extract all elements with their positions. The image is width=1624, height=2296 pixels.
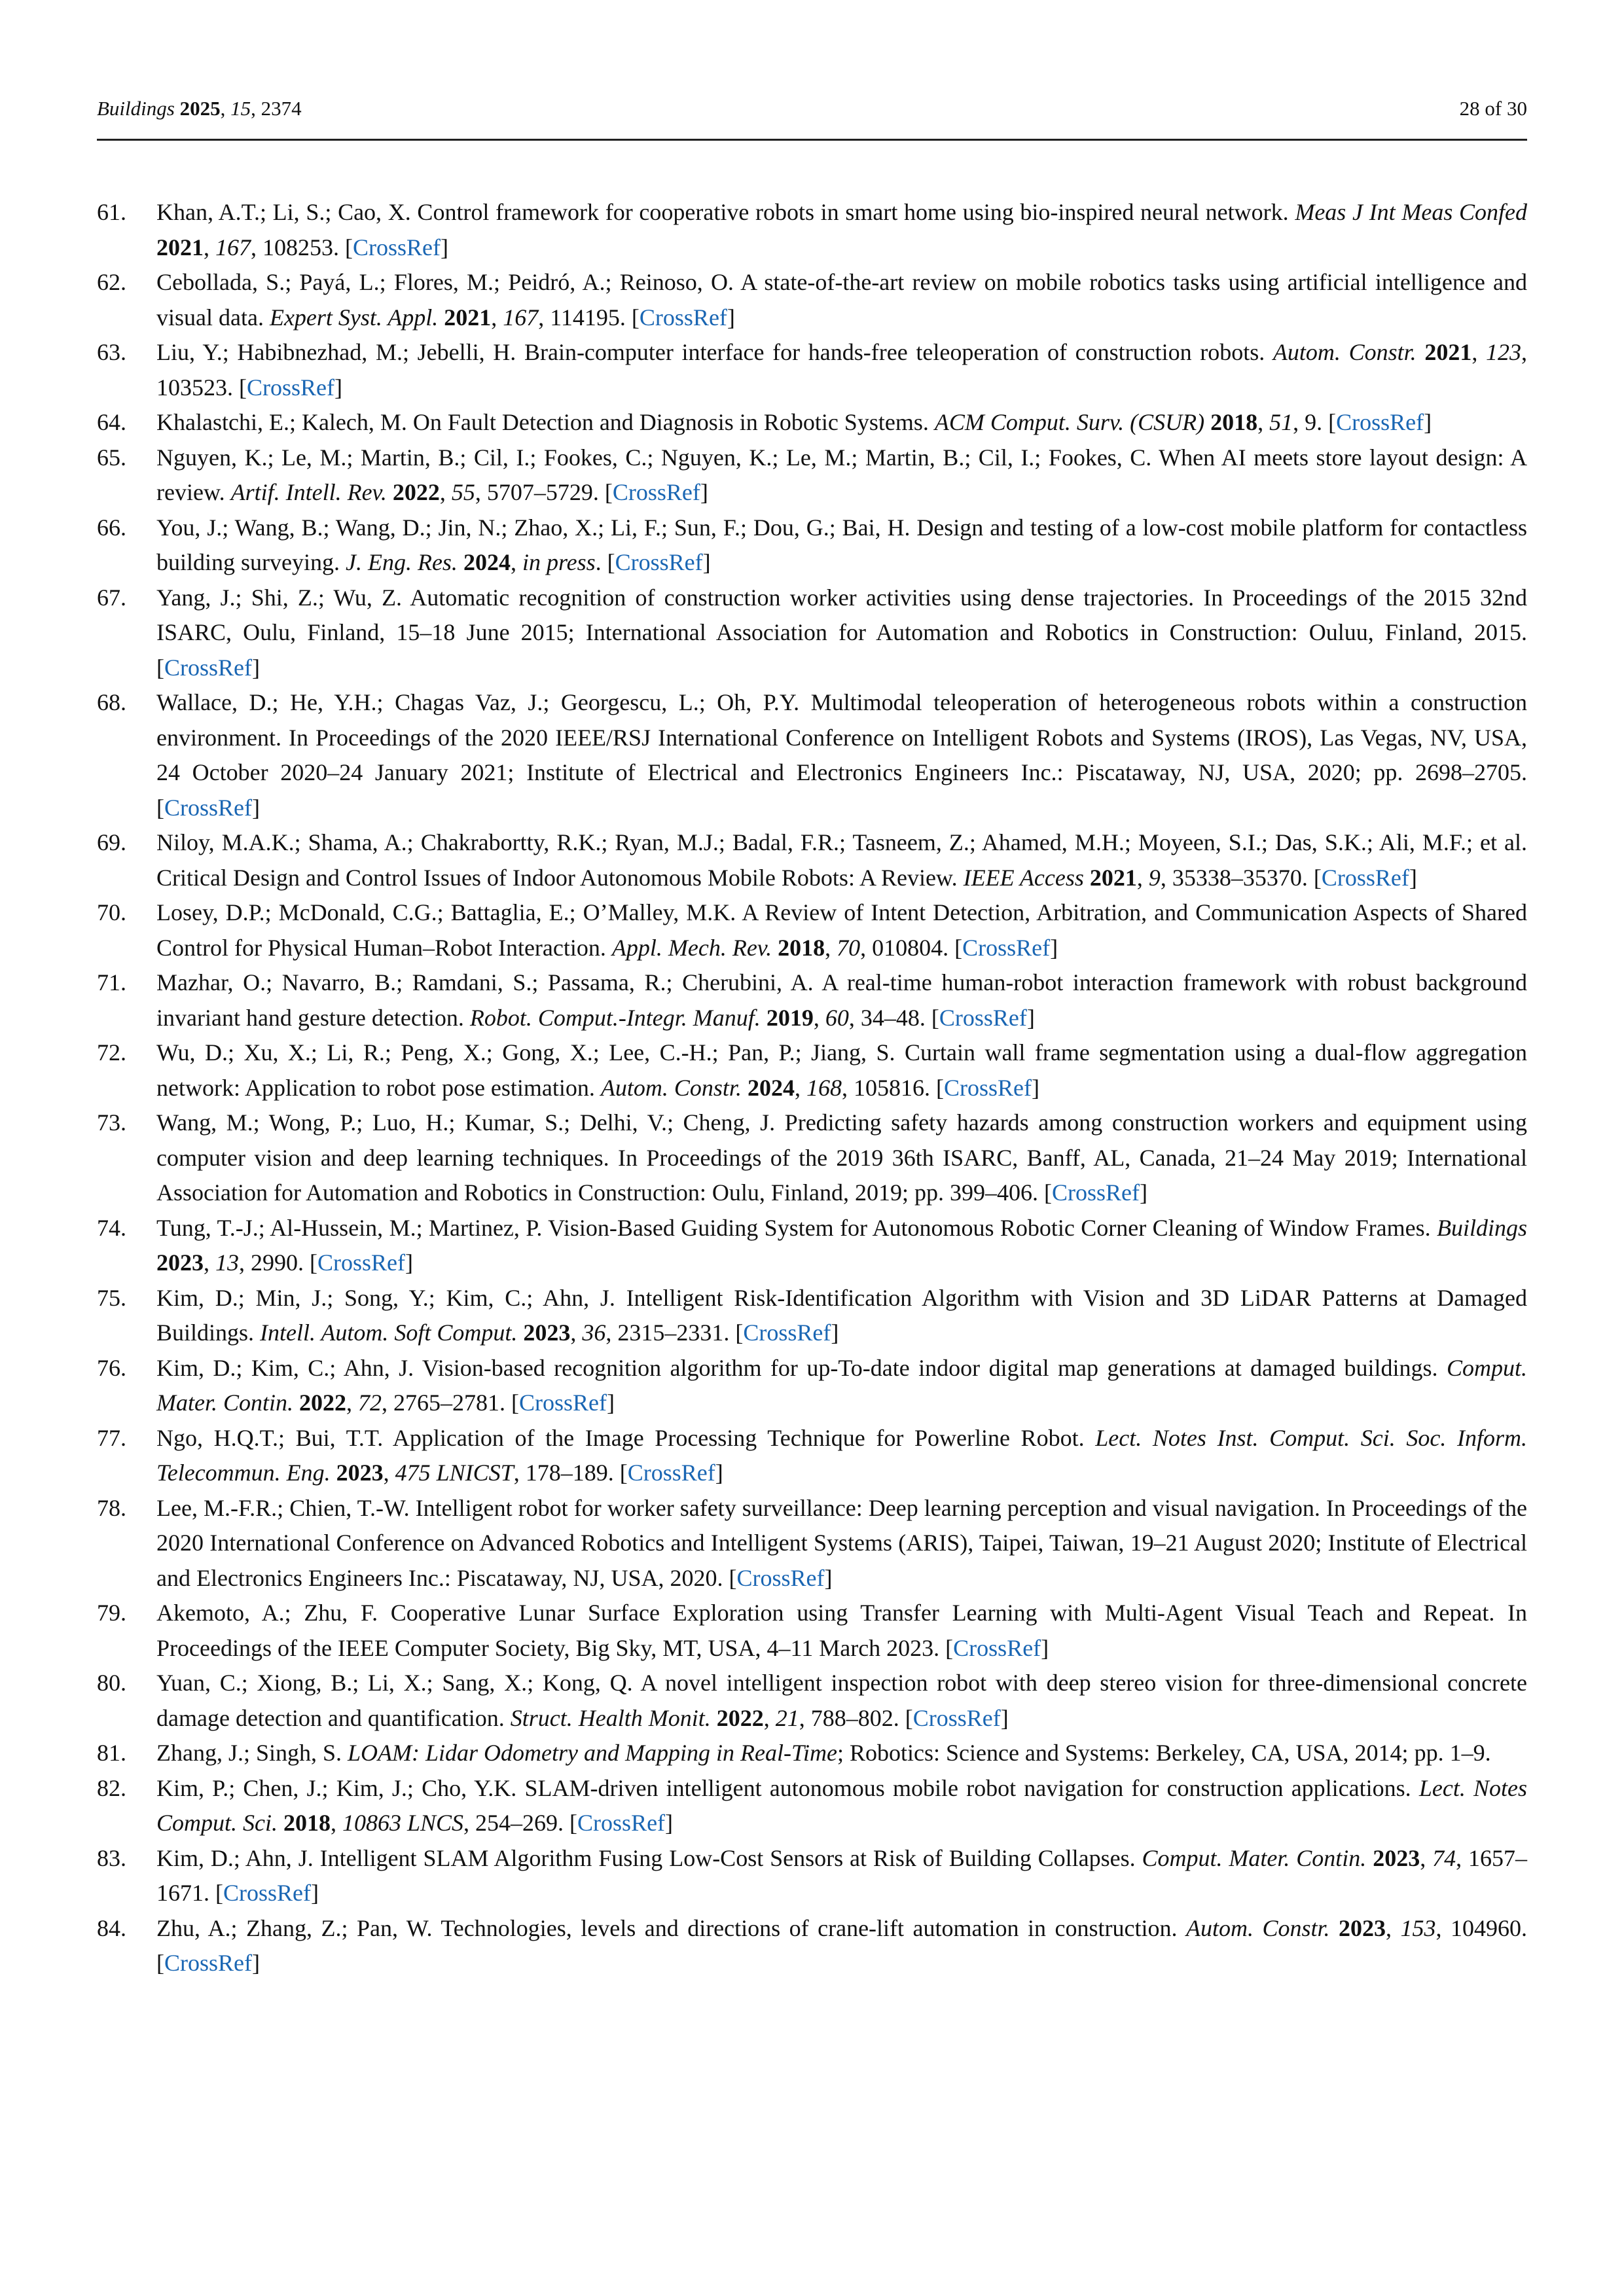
reference-italic: Appl. Mech. Rev. xyxy=(611,934,772,961)
reference-italic: Meas J Int Meas Confed xyxy=(1295,199,1528,225)
reference-number: 69. xyxy=(97,829,126,855)
reference-item xyxy=(97,1596,1527,1666)
crossref-link[interactable]: CrossRef xyxy=(736,1564,825,1591)
crossref-link[interactable]: CrossRef xyxy=(577,1810,666,1836)
reference-italic: 55 xyxy=(451,479,475,505)
reference-segment: ] xyxy=(702,549,711,575)
reference-text xyxy=(156,1215,1527,1276)
reference-item xyxy=(97,335,1527,405)
reference-segment: Losey, D.P.; McDonald, C.G.; Battaglia, E.; O’Malley, M.K. A Review of Intent Detection, Arbitration, and Communication Aspects of Shared Control for Physical Human–Robot Interaction. xyxy=(156,899,1527,961)
reference-text xyxy=(156,269,1527,331)
reference-number: 72. xyxy=(97,1039,126,1066)
reference-segment xyxy=(331,1460,336,1486)
reference-italic: Lect. Notes Comput. Sci. xyxy=(156,1774,1528,1836)
crossref-link[interactable]: CrossRef xyxy=(223,1880,311,1906)
crossref-link[interactable]: CrossRef xyxy=(164,794,252,821)
reference-italic: 21 xyxy=(775,1704,799,1731)
reference-segment: ] xyxy=(1041,1634,1049,1661)
reference-text xyxy=(156,1775,1527,1837)
reference-segment: , 788–802. [ xyxy=(799,1704,913,1731)
reference-text xyxy=(156,969,1527,1031)
reference-segment: ] xyxy=(252,654,260,681)
reference-segment: , xyxy=(813,1004,825,1031)
reference-segment: ] xyxy=(824,1564,833,1591)
reference-year: 2023 xyxy=(1339,1914,1386,1941)
crossref-link[interactable]: CrossRef xyxy=(1321,864,1409,891)
reference-year: 2023 xyxy=(336,1460,384,1486)
reference-item xyxy=(97,1035,1527,1105)
crossref-link[interactable]: CrossRef xyxy=(943,1074,1032,1101)
reference-year: 2021 xyxy=(156,234,204,260)
reference-segment: , 104960. [ xyxy=(156,1914,1527,1976)
reference-number: 67. xyxy=(97,584,126,611)
reference-segment: Zhu, A.; Zhang, Z.; Pan, W. Technologies, levels and directions of crane-lift automation in construction. xyxy=(156,1914,1186,1941)
reference-segment: ] xyxy=(405,1249,413,1276)
reference-segment xyxy=(517,1319,523,1346)
reference-segment: ] xyxy=(334,374,342,401)
reference-segment: , 105816. [ xyxy=(841,1074,944,1101)
reference-segment: You, J.; Wang, B.; Wang, D.; Jin, N.; Zhao, X.; Li, F.; Sun, F.; Dou, G.; Bai, H. Design and testing of a low-cost mobile platform for contactless building surveying. xyxy=(156,514,1527,575)
reference-italic: Lect. Notes Inst. Comput. Sci. Soc. Inform. Telecommun. Eng. xyxy=(156,1424,1527,1486)
reference-italic: 70 xyxy=(837,934,861,961)
reference-segment: , xyxy=(510,549,522,575)
reference-segment: , xyxy=(1136,864,1149,891)
reference-item xyxy=(97,825,1527,895)
reference-segment: Zhang, J.; Singh, S. xyxy=(156,1740,348,1766)
reference-segment: , xyxy=(570,1319,583,1346)
reference-number: 78. xyxy=(97,1494,126,1521)
reference-number: 70. xyxy=(97,899,126,925)
reference-segment: , xyxy=(1386,1914,1401,1941)
reference-segment: Ngo, H.Q.T.; Bui, T.T. Application of the Image Processing Technique for Powerline Robot. xyxy=(156,1424,1096,1451)
reference-segment xyxy=(458,549,463,575)
reference-segment: Kim, D.; Kim, C.; Ahn, J. Vision-based recognition algorithm for up-To-date indoor digital map generations at damaged buildings. xyxy=(156,1354,1447,1381)
reference-italic: 123 xyxy=(1486,339,1522,365)
reference-segment: , 5707–5729. [ xyxy=(475,479,613,505)
reference-segment: ] xyxy=(252,794,260,821)
reference-italic: J. Eng. Res. xyxy=(345,549,458,575)
crossref-link[interactable]: CrossRef xyxy=(353,234,441,260)
crossref-link[interactable]: CrossRef xyxy=(247,374,334,401)
reference-segment: Yuan, C.; Xiong, B.; Li, X.; Sang, X.; Kong, Q. A novel intelligent inspection robot with deep stereo vision for three-dimensional concrete damage detection and quantification. xyxy=(156,1670,1527,1731)
reference-segment: Kim, D.; Min, J.; Song, Y.; Kim, C.; Ahn, J. Intelligent Risk-Identification Algorithm with Vision and 3D LiDAR Patterns at Damaged Buildings. xyxy=(156,1284,1527,1346)
reference-segment: , xyxy=(439,479,452,505)
reference-number: 75. xyxy=(97,1284,126,1311)
reference-segment xyxy=(1084,865,1090,891)
reference-text xyxy=(156,689,1527,821)
reference-segment: , xyxy=(204,234,215,260)
reference-segment: ] xyxy=(1050,934,1058,961)
reference-segment: Lee, M.-F.R.; Chien, T.-W. Intelligent robot for worker safety surveillance: Deep learning perception and visual navigation. In Proceedings of the 2020 International Conference on Advanced Robotics and Intelligent Systems (ARIS), Taipei, Taiwan, 19–21 August 2020; Institute of Electrical and Electronics Engineers Inc.: Piscataway, NJ, USA, 2020. [ xyxy=(156,1494,1527,1591)
reference-item xyxy=(97,581,1527,686)
reference-text xyxy=(156,1495,1527,1591)
reference-year: 2024 xyxy=(463,549,511,575)
reference-number: 61. xyxy=(97,199,126,225)
reference-text xyxy=(156,1600,1527,1661)
reference-text xyxy=(156,339,1527,401)
reference-segment: ] xyxy=(727,304,735,331)
reference-segment xyxy=(438,304,444,331)
reference-italic: ACM Comput. Surv. (CSUR) xyxy=(934,409,1205,435)
reference-segment: , 178–189. [ xyxy=(513,1460,628,1486)
reference-item xyxy=(97,405,1527,440)
reference-text xyxy=(156,1039,1527,1101)
reference-number: 68. xyxy=(97,689,126,715)
reference-segment: , 9. [ xyxy=(1293,409,1337,435)
reference-italic: Autom. Constr. xyxy=(1272,339,1416,365)
reference-italic: 13 xyxy=(215,1249,239,1276)
reference-text xyxy=(156,1670,1527,1731)
reference-number: 79. xyxy=(97,1600,126,1626)
reference-segment: ; Robotics: Science and Systems: Berkeley, CA, USA, 2014; pp. 1–9. xyxy=(837,1740,1491,1766)
reference-text xyxy=(156,1109,1527,1206)
reference-segment: ] xyxy=(607,1390,615,1416)
reference-segment: , 2765–2781. [ xyxy=(382,1390,520,1416)
reference-italic: LOAM: Lidar Odometry and Mapping in Real-Time xyxy=(348,1740,837,1766)
reference-italic: 60 xyxy=(825,1004,849,1031)
reference-segment: Wallace, D.; He, Y.H.; Chagas Vaz, J.; Georgescu, L.; Oh, P.Y. Multimodal teleoperation of heterogeneous robots within a construction environment. In Proceedings of the 2020 IEEE/RSJ International Conference on Intelligent Robots and Systems (IROS), Las Vegas, NV, USA, 24 October 2020–24 January 2021; Institute of Electrical and Electronics Engineers Inc.: Piscataway, NJ, USA, 2020; pp. 2698–2705. [ xyxy=(156,689,1527,821)
reference-text xyxy=(156,444,1527,506)
reference-text xyxy=(156,1915,1527,1977)
crossref-link[interactable]: CrossRef xyxy=(615,549,703,575)
reference-text xyxy=(156,1285,1527,1346)
reference-segment: , xyxy=(346,1390,359,1416)
reference-segment: ] xyxy=(441,234,448,260)
reference-italic: Intell. Autom. Soft Comput. xyxy=(260,1319,518,1346)
reference-segment: ] xyxy=(311,1880,319,1906)
reference-segment: , 254–269. [ xyxy=(463,1810,578,1836)
reference-number: 76. xyxy=(97,1354,126,1381)
reference-number: 73. xyxy=(97,1109,126,1136)
reference-number: 66. xyxy=(97,514,126,541)
reference-year: 2019 xyxy=(766,1004,814,1031)
reference-segment: . [ xyxy=(595,549,615,575)
reference-year: 2021 xyxy=(444,304,492,331)
journal-name: Buildings xyxy=(97,97,175,120)
reference-segment xyxy=(761,1005,767,1031)
reference-segment: Mazhar, O.; Navarro, B.; Ramdani, S.; Passama, R.; Cherubini, A. A real-time human-robot interaction framework with robust background invariant hand gesture detection. xyxy=(156,969,1527,1031)
reference-number: 81. xyxy=(97,1740,126,1766)
reference-segment: , 1657–1671. [ xyxy=(156,1844,1528,1906)
crossref-link[interactable]: CrossRef xyxy=(1051,1179,1140,1206)
reference-segment: Kim, P.; Chen, J.; Kim, J.; Cho, Y.K. SLAM-driven intelligent autonomous mobile robot navigation for construction applications. xyxy=(156,1774,1419,1801)
reference-year: 2022 xyxy=(299,1390,347,1416)
reference-item xyxy=(97,1351,1527,1421)
reference-italic: 168 xyxy=(806,1074,842,1101)
reference-number: 64. xyxy=(97,409,126,435)
reference-italic: 475 LNICST xyxy=(395,1460,514,1486)
reference-year: 2018 xyxy=(1210,409,1258,435)
reference-item xyxy=(97,1491,1527,1596)
reference-italic: 9 xyxy=(1148,864,1161,891)
reference-segment xyxy=(1204,409,1210,435)
reference-item xyxy=(97,1281,1527,1351)
reference-segment: Kim, D.; Ahn, J. Intelligent SLAM Algorithm Fusing Low-Cost Sensors at Risk of Building Collapses. xyxy=(156,1844,1142,1871)
reference-number: 74. xyxy=(97,1214,126,1241)
reference-segment: ] xyxy=(252,1950,260,1976)
crossref-link[interactable]: CrossRef xyxy=(939,1004,1027,1031)
reference-segment xyxy=(1416,339,1425,365)
reference-segment: , 103523. [ xyxy=(156,339,1528,401)
reference-segment xyxy=(278,1810,283,1836)
reference-number: 80. xyxy=(97,1670,126,1696)
reference-segment: , xyxy=(763,1704,776,1731)
reference-segment: Nguyen, K.; Le, M.; Martin, B.; Cil, I.; Fookes, C.; Nguyen, K.; Le, M.; Martin, B.; Cil, I.; Fookes, C. When AI meets store layout design: A review. xyxy=(156,444,1527,505)
reference-segment xyxy=(772,935,778,961)
reference-italic: 36 xyxy=(582,1319,606,1346)
reference-italic: 153 xyxy=(1400,1914,1436,1941)
reference-segment: ] xyxy=(831,1319,839,1346)
reference-segment: , xyxy=(383,1460,395,1486)
reference-number: 77. xyxy=(97,1424,126,1451)
reference-italic: Comput. Mater. Contin. xyxy=(156,1354,1527,1416)
crossref-link[interactable]: CrossRef xyxy=(164,654,252,681)
reference-italic: Buildings xyxy=(1436,1214,1527,1241)
reference-segment xyxy=(1330,1915,1339,1941)
reference-segment: ] xyxy=(1000,1704,1009,1731)
reference-number: 82. xyxy=(97,1774,126,1801)
reference-italic: Comput. Mater. Contin. xyxy=(1142,1844,1367,1871)
reference-list xyxy=(97,195,1527,1981)
crossref-link[interactable]: CrossRef xyxy=(612,479,700,505)
reference-italic: Artif. Intell. Rev. xyxy=(230,479,387,505)
reference-italic: 10863 LNCS xyxy=(342,1810,464,1836)
page-number: 28 of 30 xyxy=(1459,97,1527,120)
crossref-link[interactable]: CrossRef xyxy=(317,1249,405,1276)
reference-segment: , 2990. [ xyxy=(239,1249,317,1276)
reference-item xyxy=(97,265,1527,335)
reference-year: 2021 xyxy=(1089,864,1137,891)
crossref-link[interactable]: CrossRef xyxy=(1336,409,1424,435)
article-number: 2374 xyxy=(261,97,302,120)
crossref-link[interactable]: CrossRef xyxy=(639,304,727,331)
reference-italic: Autom. Constr. xyxy=(1185,1914,1330,1941)
reference-segment: ] xyxy=(1031,1074,1039,1101)
reference-text xyxy=(156,409,1432,435)
reference-segment: , xyxy=(491,304,503,331)
reference-year: 2022 xyxy=(392,479,440,505)
reference-text xyxy=(156,1740,1491,1766)
page-header xyxy=(97,93,1527,141)
reference-item xyxy=(97,895,1527,965)
reference-year: 2023 xyxy=(156,1249,204,1276)
reference-segment: Liu, Y.; Habibnezhad, M.; Jebelli, H. Brain-computer interface for hands-free teleoperation of construction robots. xyxy=(156,339,1273,365)
journal-volume: 15 xyxy=(230,97,251,120)
reference-text xyxy=(156,1425,1527,1486)
reference-number: 62. xyxy=(97,269,126,295)
reference-segment: , xyxy=(825,934,837,961)
crossref-link[interactable]: CrossRef xyxy=(164,1950,252,1976)
reference-segment xyxy=(742,1075,748,1101)
reference-text xyxy=(156,829,1527,891)
reference-segment: , xyxy=(1471,339,1487,365)
reference-italic: in press xyxy=(522,549,596,575)
reference-item xyxy=(97,511,1527,581)
reference-number: 71. xyxy=(97,969,126,996)
reference-italic: Robot. Comput.-Integr. Manuf. xyxy=(469,1004,761,1031)
reference-year: 2018 xyxy=(778,934,825,961)
reference-item xyxy=(97,1105,1527,1211)
reference-number: 65. xyxy=(97,444,126,471)
journal-year: 2025 xyxy=(179,97,221,120)
reference-text xyxy=(156,1355,1527,1416)
reference-number: 83. xyxy=(97,1844,126,1871)
reference-segment: Niloy, M.A.K.; Shama, A.; Chakrabortty, R.K.; Ryan, M.J.; Badal, F.R.; Tasneem, Z.; Ahamed, M.H.; Moyeen, S.I.; Das, S.K.; Ali, M.F.; et al. Critical Design and Control Issues of Indoor Autonomous Mobile Robots: A Review. xyxy=(156,829,1527,891)
reference-segment: , 2315–2331. [ xyxy=(605,1319,744,1346)
reference-number: 84. xyxy=(97,1914,126,1941)
reference-text xyxy=(156,1845,1527,1907)
reference-segment xyxy=(387,479,393,505)
reference-segment: Yang, J.; Shi, Z.; Wu, Z. Automatic recognition of construction worker activities using dense trajectories. In Proceedings of the 2015 32nd ISARC, Oulu, Finland, 15–18 June 2015; International Association for Automation and Robotics in Construction: Ouluu, Finland, 2015. [ xyxy=(156,584,1527,681)
reference-year: 2024 xyxy=(747,1074,795,1101)
reference-italic: 74 xyxy=(1432,1844,1456,1871)
reference-segment xyxy=(1366,1845,1373,1871)
reference-item xyxy=(97,1421,1527,1491)
reference-segment: , 010804. [ xyxy=(860,934,963,961)
reference-item xyxy=(97,1736,1527,1771)
reference-segment: , xyxy=(1257,409,1270,435)
reference-segment: ] xyxy=(1424,409,1432,435)
reference-segment: ] xyxy=(1139,1179,1147,1206)
reference-segment: Tung, T.-J.; Al-Hussein, M.; Martinez, P. Vision-Based Guiding System for Autonomous Robotic Corner Cleaning of Window Frames. xyxy=(156,1214,1437,1241)
reference-segment xyxy=(293,1390,299,1416)
crossref-link[interactable]: CrossRef xyxy=(519,1390,607,1416)
journal-citation: Buildings 2025, 15, 2374 xyxy=(97,97,302,120)
reference-item xyxy=(97,195,1527,265)
reference-italic: Autom. Constr. xyxy=(600,1074,742,1101)
reference-segment: ] xyxy=(1409,864,1417,891)
reference-segment: Cebollada, S.; Payá, L.; Flores, M.; Peidró, A.; Reinoso, O. A state-of-the-art review on mobile robotics tasks using artificial intelligence and visual data. xyxy=(156,269,1527,331)
reference-segment: Wang, M.; Wong, P.; Luo, H.; Kumar, S.; Delhi, V.; Cheng, J. Predicting safety hazards among construction workers and equipment using computer vision and deep learning techniques. In Proceedings of the 2019 36th ISARC, Banff, AL, Canada, 21–24 May 2019; International Association for Automation and Robotics in Construction: Oulu, Finland, 2019; pp. 399–406. [ xyxy=(156,1109,1527,1206)
reference-year: 2018 xyxy=(283,1810,331,1836)
reference-year: 2023 xyxy=(523,1319,571,1346)
reference-item xyxy=(97,1911,1527,1981)
reference-text xyxy=(156,899,1527,961)
reference-segment: Khalastchi, E.; Kalech, M. On Fault Detection and Diagnosis in Robotic Systems. xyxy=(156,409,935,435)
reference-item xyxy=(97,1771,1527,1841)
reference-text xyxy=(156,514,1527,576)
crossref-link[interactable]: CrossRef xyxy=(962,934,1051,961)
reference-segment: Wu, D.; Xu, X.; Li, R.; Peng, X.; Gong, X.; Lee, C.-H.; Pan, P.; Jiang, S. Curtain wall frame segmentation using a dual-flow aggregation network: Application to robot pose estimation. xyxy=(156,1039,1527,1101)
reference-segment: , xyxy=(331,1810,342,1836)
reference-text xyxy=(156,199,1527,260)
reference-italic: 72 xyxy=(358,1390,382,1416)
reference-italic: IEEE Access xyxy=(963,864,1084,891)
reference-italic: 51 xyxy=(1269,409,1293,435)
reference-segment: Akemoto, A.; Zhu, F. Cooperative Lunar Surface Exploration using Transfer Learning with Multi-Agent Visual Teach and Repeat. In Proceedings of the IEEE Computer Society, Big Sky, MT, USA, 4–11 March 2023. [ xyxy=(156,1600,1527,1661)
crossref-link[interactable]: CrossRef xyxy=(627,1460,715,1486)
reference-item xyxy=(97,965,1527,1035)
reference-italic: Expert Syst. Appl. xyxy=(269,304,439,331)
reference-segment: , 114195. [ xyxy=(538,304,640,331)
reference-item xyxy=(97,1666,1527,1736)
reference-segment xyxy=(711,1705,717,1731)
reference-segment: , xyxy=(794,1074,806,1101)
reference-segment: ] xyxy=(700,479,708,505)
crossref-link[interactable]: CrossRef xyxy=(953,1634,1041,1661)
reference-segment: ] xyxy=(665,1810,674,1836)
crossref-link[interactable]: CrossRef xyxy=(912,1704,1001,1731)
reference-item xyxy=(97,1211,1527,1281)
reference-number: 63. xyxy=(97,339,126,365)
reference-italic: 167 xyxy=(503,304,539,331)
reference-item xyxy=(97,440,1527,511)
reference-year: 2021 xyxy=(1424,339,1472,365)
reference-segment: , 35338–35370. [ xyxy=(1160,864,1322,891)
reference-segment: ] xyxy=(715,1460,723,1486)
reference-italic: Struct. Health Monit. xyxy=(510,1704,711,1731)
reference-segment: , 108253. [ xyxy=(251,234,353,260)
reference-segment: , 34–48. [ xyxy=(848,1004,939,1031)
reference-italic: 167 xyxy=(215,234,251,260)
crossref-link[interactable]: CrossRef xyxy=(743,1319,831,1346)
reference-text xyxy=(156,584,1527,681)
reference-year: 2022 xyxy=(716,1704,764,1731)
reference-segment: Khan, A.T.; Li, S.; Cao, X. Control framework for cooperative robots in smart home using bio-inspired neural network. xyxy=(156,199,1295,225)
reference-item xyxy=(97,685,1527,825)
reference-year: 2023 xyxy=(1373,1844,1420,1871)
reference-item xyxy=(97,1841,1527,1911)
reference-segment: , xyxy=(204,1249,215,1276)
reference-segment: , xyxy=(1420,1844,1433,1871)
reference-segment: ] xyxy=(1026,1004,1035,1031)
